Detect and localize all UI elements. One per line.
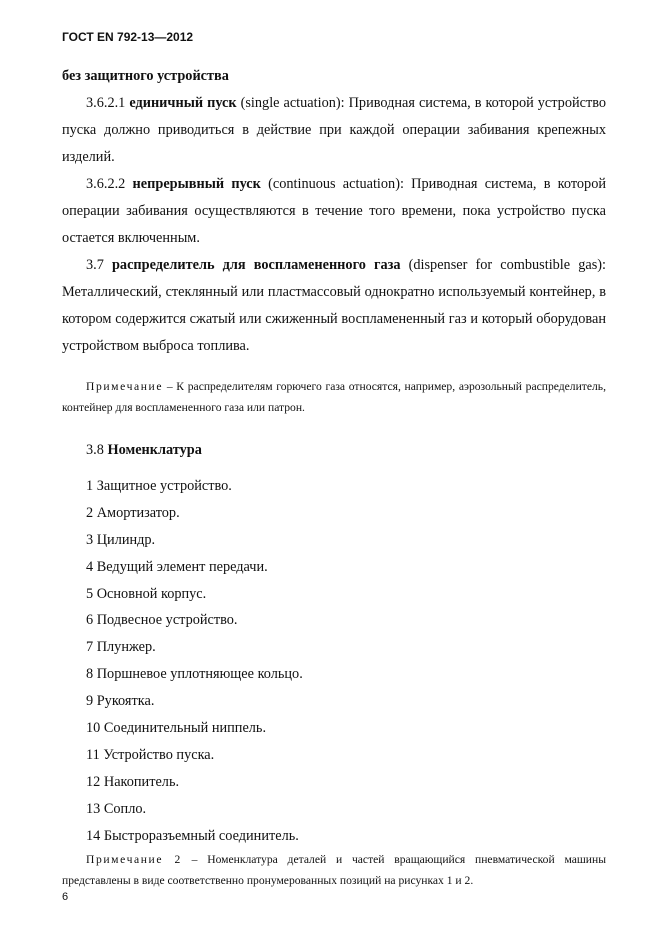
list-item: 13 Сопло. [86, 800, 147, 817]
clause-text: (dispenser for combustible gas): Металлический, стеклянный или пластмассовый однократно используемый контейнер, в котором содержится сжатый или сжиженный воспламененный газ и который оборудован устройством выброса топлива. [62, 257, 607, 354]
clause-number: 3.7 [86, 257, 104, 273]
list-item: 1 Защитное устройство. [86, 478, 232, 494]
list-item: 2 Амортизатор. [86, 504, 180, 521]
list-item: 10 Соединительный ниппель. [86, 720, 267, 737]
note-label: Примечание 2 [86, 853, 182, 866]
clause-3-7 [62, 252, 606, 360]
list-item: 3 Цилиндр. [86, 531, 156, 548]
note-2 [62, 849, 606, 891]
section-3-8-heading [62, 437, 606, 464]
subclause-heading: без защитного устройства [62, 68, 229, 84]
page-number: 6 [62, 891, 69, 903]
clause-number: 3.6.2.1 [86, 95, 126, 111]
note-1 [62, 376, 606, 418]
clause-3-6-2-1 [62, 90, 606, 171]
list-item: 12 Накопитель. [86, 773, 180, 790]
note-text: – Номенклатура деталей и частей вращающийся пневматической машины представлены в виде соответственно пронумерованных позиций на рисунках 1 и 2. [62, 853, 606, 887]
clause-text: (single actuation): Приводная система, в которой устройство пуска должно приводиться в действие при каждой операции забивания крепежных изделий. [62, 95, 607, 165]
clause-text: (continuous actuation): Приводная система, в которой операции забивания осуществляются в течение того времени, пока устройство пуска остается включенным. [62, 176, 607, 246]
document-code-header: ГОСТ EN 792-13—2012 [62, 30, 194, 44]
list-item: 9 Рукоятка. [86, 693, 155, 710]
list-item: 11 Устройство пуска. [86, 746, 215, 763]
section-title: Номенклатура [107, 442, 202, 458]
list-item: 14 Быстроразъемный соединитель. [86, 827, 299, 844]
list-item: 6 Подвесное устройство. [86, 612, 238, 629]
clause-term: единичный пуск [129, 95, 237, 111]
section-number: 3.8 [86, 442, 104, 458]
clause-term: непрерывный пуск [132, 176, 261, 192]
clause-term: распределитель для воспламененного газа [111, 257, 401, 273]
list-item: 4 Ведущий элемент передачи. [86, 558, 268, 575]
list-item: 7 Плунжер. [86, 639, 156, 656]
list-item: 8 Поршневое уплотняющее кольцо. [86, 666, 303, 683]
clause-number: 3.6.2.2 [86, 176, 126, 192]
note-label: Примечание [86, 380, 164, 393]
clause-3-6-2-2 [62, 171, 606, 252]
list-item: 5 Основной корпус. [86, 585, 207, 602]
nomenclature-list [86, 473, 303, 849]
note-text: – К распределителям горючего газа относятся, например, аэрозольный распределитель, контейнер для воспламененного газа или патрон. [62, 380, 606, 414]
